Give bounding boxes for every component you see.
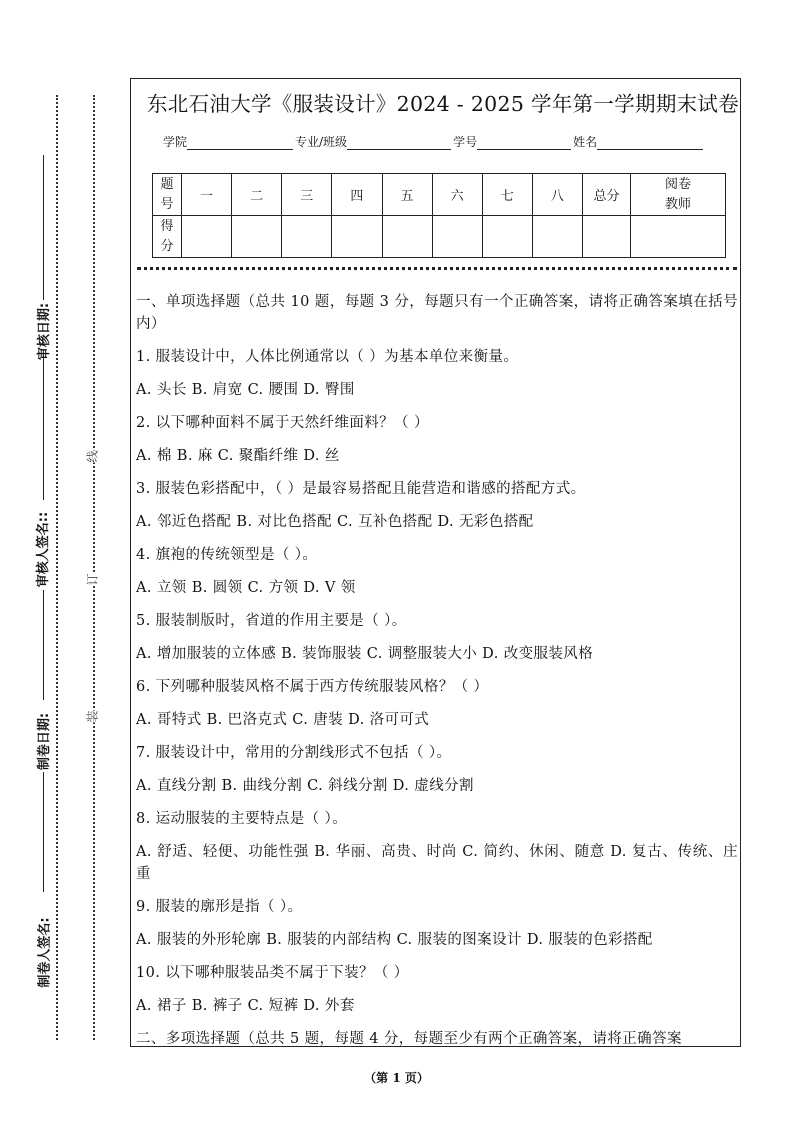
col-2: 二 [232,174,282,216]
signature-line [43,772,44,892]
field-label-id: 学号 [453,135,478,149]
question: 7. 服装设计中，常用的分割线形式不包括（ ）。 [136,745,452,761]
college-field[interactable] [187,135,293,150]
question: 9. 服装的廓形是指（ ）。 [136,899,303,915]
section-heading: 一、单项选择题（总共 10 题，每题 3 分，每题只有一个正确答案，请将正确答案填在括号内） [136,294,738,332]
col-total: 总分 [583,174,631,216]
score-cell[interactable] [532,216,582,258]
question-options: A. 立领 B. 圆领 C. 方领 D. V 领 [136,580,356,596]
question-options: A. 服装的外形轮廓 B. 服装的内部结构 C. 服装的图案设计 D. 服装的色彩搭配 [136,932,653,948]
col-7: 七 [482,174,532,216]
section-heading: 二、多项选择题（总共 5 题，每题 4 分，每题至少有两个正确答案，请将正确答案 [136,1031,682,1047]
question-options: A. 棉 B. 麻 C. 聚酯纤维 D. 丝 [136,448,340,464]
name-field[interactable] [597,135,703,150]
bind-mark-line: 线 [85,450,100,463]
question: 4. 旗袍的传统领型是（ ）。 [136,547,318,563]
question-options: A. 舒适、轻便、功能性强 B. 华丽、高贵、时尚 C. 简约、休闲、随意 D. 复古、传统、庄重 [136,844,738,882]
col-6: 六 [432,174,482,216]
question-options: A. 直线分割 B. 曲线分割 C. 斜线分割 D. 虚线分割 [136,778,474,794]
reviewer-sign-label: 审核人签名:: [36,511,52,588]
col-1: 一 [182,174,232,216]
score-cell[interactable] [583,216,631,258]
exam-page-frame [130,78,741,1047]
col-8: 八 [532,174,582,216]
dotted-divider [137,267,737,270]
question: 2. 以下哪种面料不属于天然纤维面料？（ ） [136,415,429,431]
score-cell[interactable] [482,216,532,258]
page-title: 东北石油大学《服装设计》2024 - 2025 学年第一学期期末试卷 [147,92,740,116]
score-table [152,173,726,258]
question: 1. 服装设计中，人体比例通常以（ ）为基本单位来衡量。 [136,349,519,365]
col-grader: 阅卷教师 [664,176,691,212]
field-label-college: 学院 [163,135,188,149]
question-options: A. 增加服装的立体感 B. 装饰服装 C. 调整服装大小 D. 改变服装风格 [136,646,594,662]
signature-line [43,590,44,700]
dotted-bind-line [93,95,95,1040]
score-table-score-row [153,216,726,258]
question: 8. 运动服装的主要特点是（ ）。 [136,811,348,827]
question: 3. 服装色彩搭配中，（ ）是最容易搭配且能营造和谐感的搭配方式。 [136,481,586,497]
row-label-score: 得分 [160,218,174,254]
maker-sign-label: 制卷人签名: [37,917,53,988]
page-number: （第 1 页） [364,1071,429,1085]
col-5: 五 [382,174,432,216]
score-cell[interactable] [382,216,432,258]
field-label-name: 姓名 [573,135,598,149]
make-date-label: 制卷日期: [37,712,53,771]
question-options: A. 哥特式 B. 巴洛克式 C. 唐装 D. 洛可可式 [136,712,430,728]
question: 10. 以下哪种服装品类不属于下装？（ ） [136,965,409,981]
score-cell[interactable] [232,216,282,258]
questions-content [136,291,738,1061]
dotted-cut-line [56,95,58,1040]
bind-mark-bind: 装 [85,710,100,723]
question-options: A. 裙子 B. 裤子 C. 短裤 D. 外套 [136,998,355,1014]
score-cell[interactable] [631,216,726,258]
question: 6. 下列哪种服装风格不属于西方传统服装风格？（ ） [136,679,489,695]
signature-line [43,355,44,500]
question-options: A. 邻近色搭配 B. 对比色搭配 C. 互补色搭配 D. 无彩色搭配 [136,514,534,530]
field-label-class: 专业/班级 [295,135,348,149]
question: 5. 服装制版时，省道的作用主要是（ ）。 [136,613,407,629]
score-cell[interactable] [432,216,482,258]
score-cell[interactable] [282,216,332,258]
col-3: 三 [282,174,332,216]
score-cell[interactable] [332,216,382,258]
bind-mark-staple: 订 [85,573,100,586]
review-date-label: 审核日期: [37,302,53,361]
student-info-row [163,133,705,150]
score-table-header-row [153,174,726,216]
score-cell[interactable] [182,216,232,258]
signature-line [43,155,44,300]
class-field[interactable] [347,135,451,150]
question-options: A. 头长 B. 肩宽 C. 腰围 D. 臀围 [136,382,355,398]
row-label-question: 题号 [160,176,174,212]
col-4: 四 [332,174,382,216]
student-id-field[interactable] [477,135,571,150]
